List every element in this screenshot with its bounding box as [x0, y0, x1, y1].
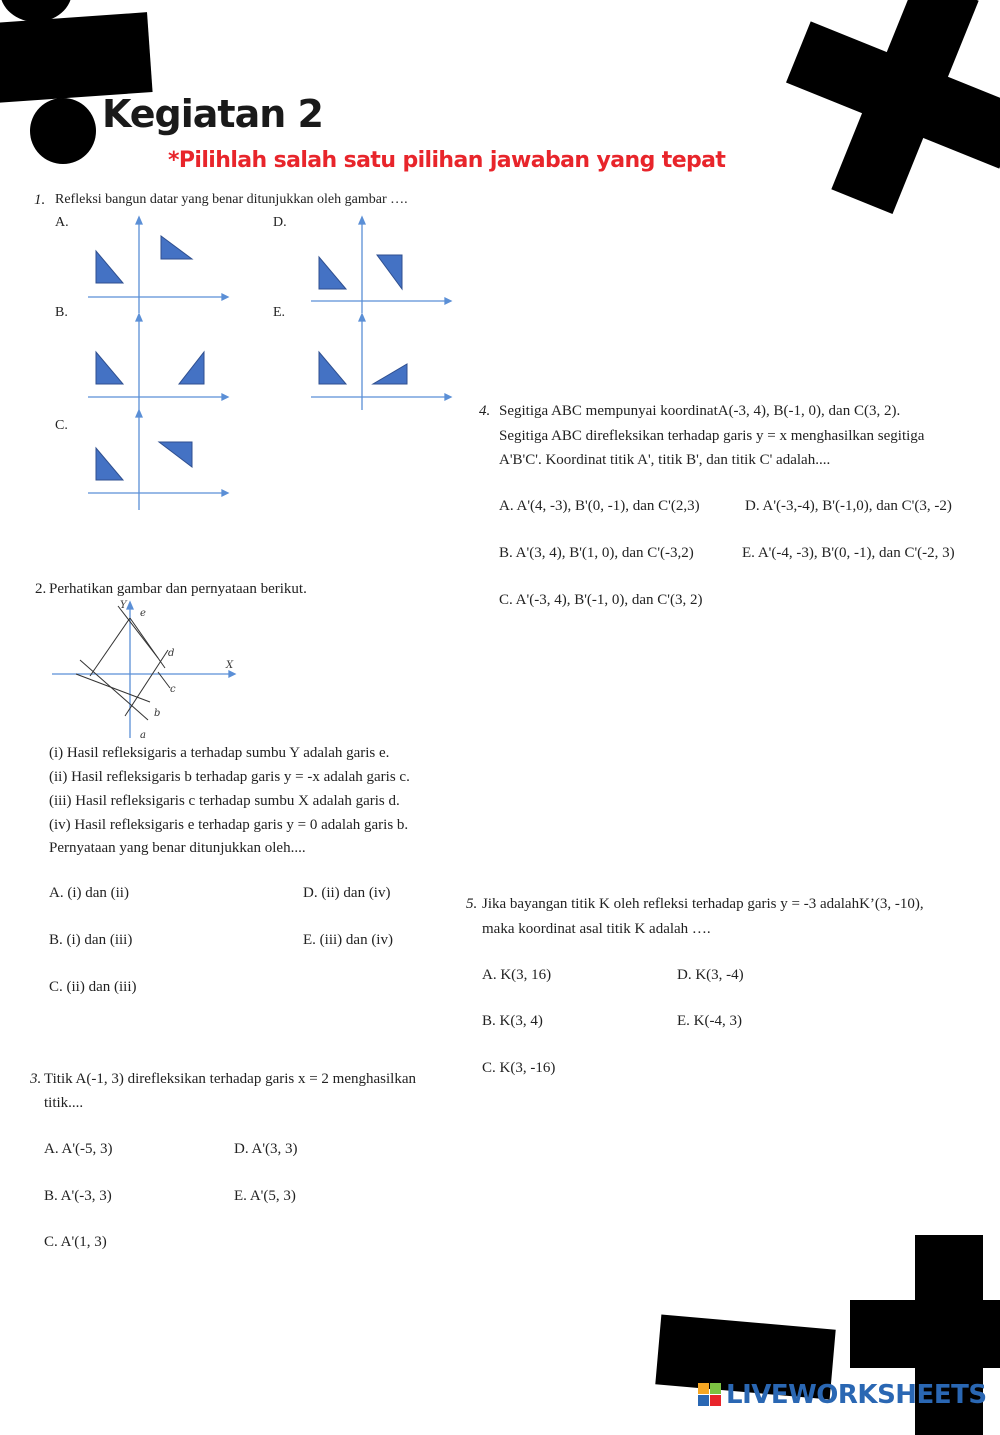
q1-graph-e[interactable] — [308, 312, 453, 412]
q3-option-c[interactable]: C. A'(1, 3) — [44, 1234, 107, 1250]
label-d: d — [168, 648, 175, 659]
label-c: c — [170, 684, 176, 695]
logo-tile-e — [710, 1395, 721, 1406]
q1-graph-c[interactable] — [85, 408, 230, 513]
q1-label-b: B. — [55, 305, 68, 320]
q5-option-d[interactable]: D. K(3, -4) — [677, 967, 744, 983]
axes — [88, 217, 228, 313]
q4-option-c[interactable]: C. A'(-3, 4), B'(-1, 0), dan C'(3, 2) — [499, 592, 703, 608]
q3-text-line2: titik.... — [44, 1095, 84, 1111]
q2-statement-1: (i) Hasil refleksigaris a terhadap sumbu Y adalah garis e. — [49, 745, 390, 761]
q4-option-d[interactable]: D. A'(-3,-4), B'(-1,0), dan C'(3, -2) — [745, 498, 952, 514]
triangle-image — [377, 255, 402, 289]
q4-option-a[interactable]: A. A'(4, -3), B'(0, -1), dan C'(2,3) — [499, 498, 700, 514]
lines — [76, 606, 170, 720]
q2-figure — [50, 598, 240, 743]
decor-circle — [30, 98, 96, 164]
axes — [311, 314, 451, 410]
q4-option-e[interactable]: E. A'(-4, -3), B'(0, -1), dan C'(-2, 3) — [742, 545, 955, 561]
q2-statement-3: (iii) Hasil refleksigaris c terhadap sumbu X adalah garis d. — [49, 793, 400, 809]
label-a: a — [140, 730, 146, 741]
axes — [88, 410, 228, 510]
triangle-original — [319, 257, 346, 289]
label-y: Y — [120, 600, 127, 611]
q2-number: 2. — [35, 581, 47, 597]
triangle-original — [96, 448, 123, 480]
liveworksheets-brand: LIVEWORKSHEETS — [726, 1380, 987, 1410]
label-b: b — [154, 708, 161, 719]
triangle-image — [159, 442, 192, 467]
q5-text-line2: maka koordinat asal titik K adalah …. — [482, 921, 711, 937]
q5-option-a[interactable]: A. K(3, 16) — [482, 967, 552, 983]
q1-number: 1. — [34, 192, 46, 208]
q1-label-d: D. — [273, 215, 287, 230]
q3-option-d[interactable]: D. A'(3, 3) — [234, 1141, 298, 1157]
triangle-original — [96, 251, 123, 283]
q4-number: 4. — [479, 403, 491, 419]
triangle-image — [161, 236, 192, 259]
q1-graph-d[interactable] — [308, 215, 453, 315]
q2-option-e[interactable]: E. (iii) dan (iv) — [303, 932, 393, 948]
axes — [88, 314, 228, 410]
q1-text: Refleksi bangun datar yang benar ditunjukkan oleh gambar …. — [55, 192, 408, 207]
label-e: e — [140, 608, 146, 619]
q3-text-line1: Titik A(-1, 3) direfleksikan terhadap garis x = 2 menghasilkan — [44, 1071, 416, 1087]
q4-option-b[interactable]: B. A'(3, 4), B'(1, 0), dan C'(-3,2) — [499, 545, 694, 561]
q3-number: 3. — [30, 1071, 42, 1087]
logo-tile-i — [710, 1383, 721, 1394]
label-x: X — [226, 660, 234, 671]
logo-tile-l — [698, 1383, 709, 1394]
q1-label-a: A. — [55, 215, 69, 230]
triangle-original — [96, 352, 123, 384]
q1-label-c: C. — [55, 418, 68, 433]
q3-option-b[interactable]: B. A'(-3, 3) — [44, 1188, 112, 1204]
liveworksheets-logo — [698, 1383, 722, 1407]
page-subtitle: *Pilihlah salah satu pilihan jawaban yang tepat — [168, 148, 726, 173]
q5-option-b[interactable]: B. K(3, 4) — [482, 1013, 543, 1029]
q2-option-b[interactable]: B. (i) dan (iii) — [49, 932, 133, 948]
q2-statement-2: (ii) Hasil refleksigaris b terhadap garis y = -x adalah garis c. — [49, 769, 410, 785]
q5-number: 5. — [466, 896, 478, 912]
triangle-image — [373, 364, 407, 384]
q2-option-d[interactable]: D. (ii) dan (iv) — [303, 885, 391, 901]
decor-plus-bottom-horizontal — [850, 1300, 1000, 1368]
q5-option-e[interactable]: E. K(-4, 3) — [677, 1013, 742, 1029]
triangle-original — [319, 352, 346, 384]
q2-statement-4: (iv) Hasil refleksigaris e terhadap garis y = 0 adalah garis b. — [49, 817, 409, 833]
axes — [52, 602, 235, 738]
decor-plus-top-right — [755, 0, 1000, 245]
q3-option-a[interactable]: A. A'(-5, 3) — [44, 1141, 113, 1157]
q5-text-line1: Jika bayangan titik K oleh refleksi terhadap garis y = -3 adalahK’(3, -10), — [482, 896, 924, 912]
q2-prompt: Pernyataan yang benar ditunjukkan oleh.... — [49, 840, 306, 856]
q2-option-a[interactable]: A. (i) dan (ii) — [49, 885, 129, 901]
decor-top-left-bar — [0, 12, 153, 104]
q2-option-c[interactable]: C. (ii) dan (iii) — [49, 979, 137, 995]
q4-text-line3: A'B'C'. Koordinat titik A', titik B', dan titik C' adalah.... — [499, 452, 831, 468]
q5-option-c[interactable]: C. K(3, -16) — [482, 1060, 556, 1076]
axes — [311, 217, 451, 313]
logo-tile-v — [698, 1395, 709, 1406]
triangle-image — [179, 352, 204, 384]
q2-text: Perhatikan gambar dan pernyataan berikut. — [49, 581, 307, 597]
q1-graph-a[interactable] — [85, 215, 230, 315]
q3-option-e[interactable]: E. A'(5, 3) — [234, 1188, 296, 1204]
q4-text-line2: Segitiga ABC direfleksikan terhadap garis y = x menghasilkan segitiga — [499, 428, 925, 444]
q1-graph-b[interactable] — [85, 312, 230, 412]
q4-text-line1: Segitiga ABC mempunyai koordinatA(-3, 4), B(-1, 0), dan C(3, 2). — [499, 403, 901, 419]
q1-label-e: E. — [273, 305, 286, 320]
page-title: Kegiatan 2 — [102, 92, 323, 136]
